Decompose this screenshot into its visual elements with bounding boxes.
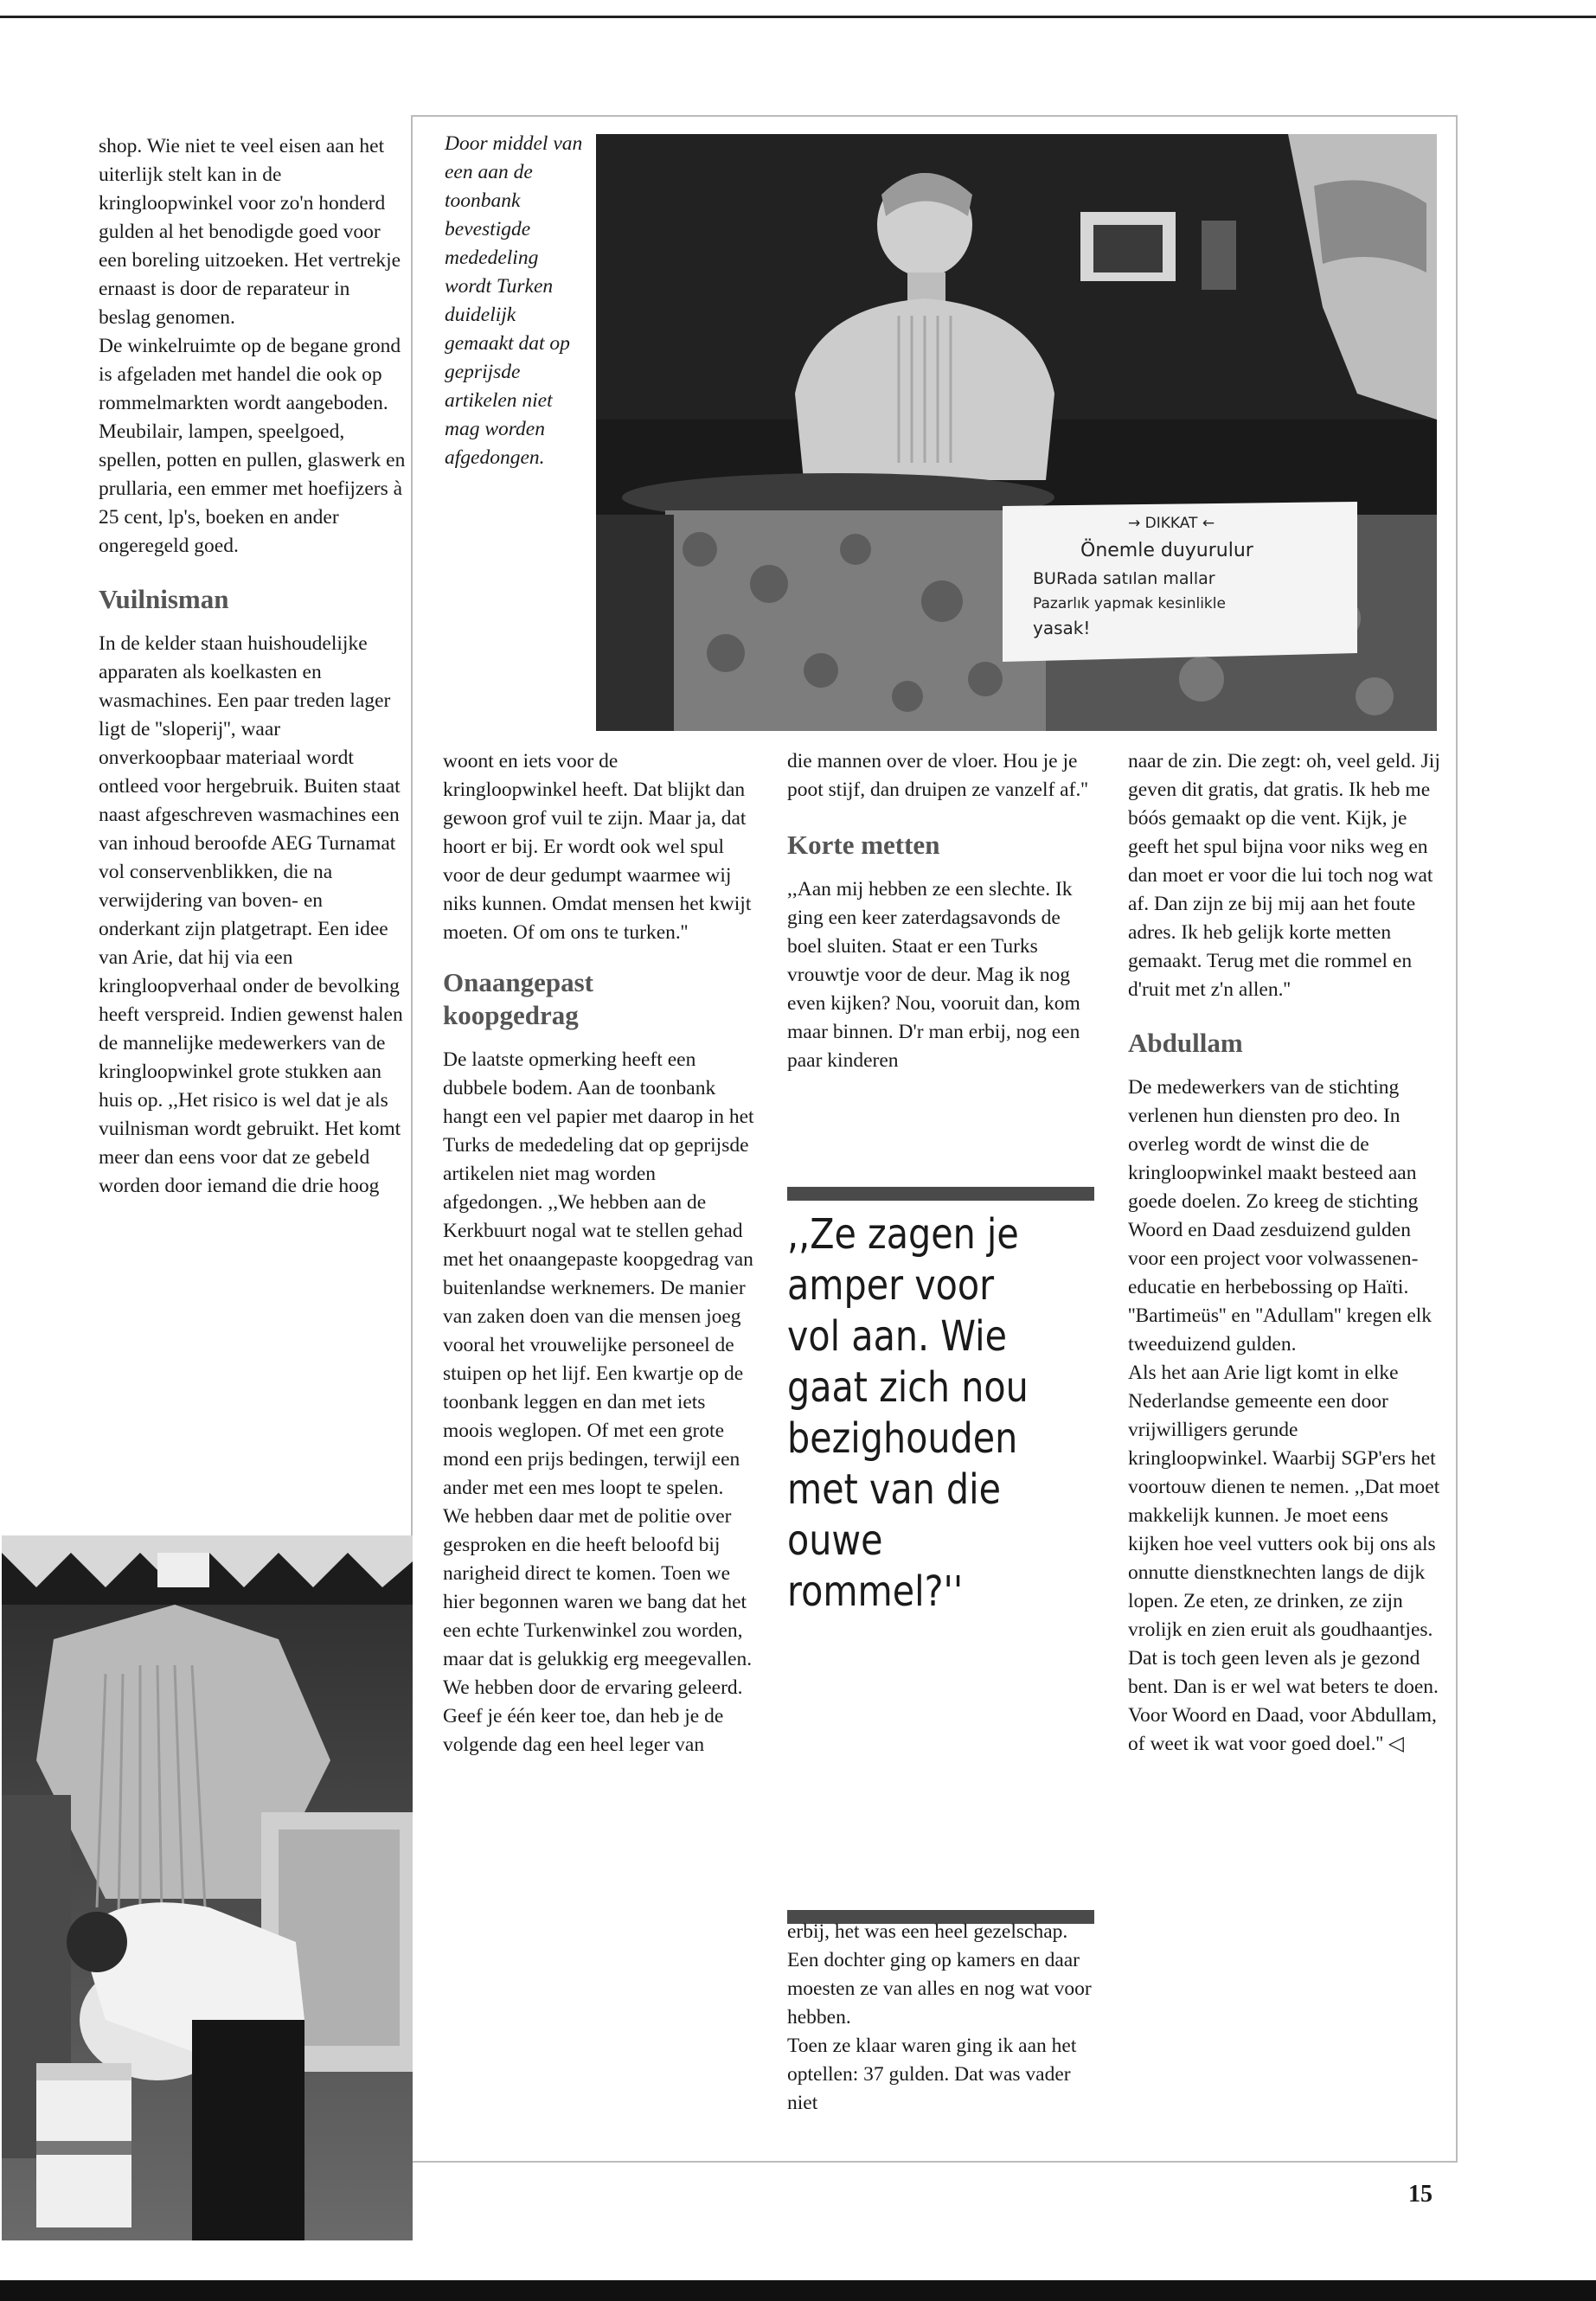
paragraph: die mannen over de vloer. Hou je je poot stijf, dan druipen ze vanzelf af.'' (787, 750, 1088, 801)
paragraph: In de kelder staan huishoudelijke apparaten als koelkasten en wasmachines. Een paar treden lager ligt de ''sloperij'', waar onverkoopbaar materiaal wordt ontleed voor hergebruik. Buiten staat naast afgeschreven wasmachines een van inhoud beroofde AEG Turnamat vol conservenblikken, die na verwijdering van boven- en onderkant zijn platgetrapt. Een idee van Arie, dat hij via een kringloopverhaal onder de bevolking heeft verspreid. Indien gewenst halen de mannelijke medewerkers van de kringloopwinkel grote stukken aan huis op. ,,Het risico is wel dat je als vuilnisman wordt gebruikt. Het komt meer dan eens voor dat ze gebeld worden door iemand die drie hoog (99, 632, 403, 1197)
sign-line: BURada satılan mallar (1033, 569, 1215, 588)
photo-woman-toonbank (596, 134, 1437, 731)
paragraph: woont en iets voor de kringloopwinkel heeft. Dat blijkt dan gewoon grof vuil te zijn. Maar ja, dat hoort er bij. Er wordt ook wel spul voor de deur gedumpt waarmee wij niks kunnen. Omdat mensen het kwijt moeten. Of om ons te turken.'' (443, 750, 752, 944)
sign-line: Pazarlık yapmak kesinlikle (1033, 595, 1226, 612)
column-1 (99, 132, 406, 1201)
paragraph: shop. Wie niet te veel eisen aan het uiterlijk stelt kan in de kringloopwinkel voor zo'n honderd gulden al het benodigde goed voor een boreling uitzoeken. Het vertrekje ernaast is door de reparateur in beslag genomen. (99, 135, 401, 329)
top-rule (0, 16, 1596, 18)
photo-caption: Door middel van een aan de toonbank bevestigde mededeling wordt Turken duidelijk gemaakt dat op geprijsde artikelen niet mag worden afgedongen. (445, 132, 583, 469)
photo-man-wasmachine (2, 1535, 413, 2240)
heading-vuilnisman: Vuilnisman (99, 584, 229, 614)
pullquote-bar-top (787, 1187, 1094, 1201)
heading-abdullam: Abdullam (1128, 1028, 1243, 1058)
heading-korte-metten: Korte metten (787, 830, 940, 860)
paragraph: Toen ze klaar waren ging ik aan het optellen: 37 gulden. Dat was vader niet (787, 2035, 1077, 2114)
column-2 (443, 747, 754, 1759)
pull-quote: ,,Ze zagen je amper voor vol aan. Wie gaat zich nou bezighouden met van die ouwe rommel?'' (787, 1210, 1029, 1616)
sign-line: → DIKKAT ← (1128, 515, 1215, 532)
bottom-bar (0, 2280, 1596, 2301)
sign-line: Önemle duyurulur (1080, 540, 1253, 561)
column-3-bottom (787, 1918, 1095, 2118)
column-3 (787, 747, 1095, 1075)
column-4 (1128, 747, 1441, 1759)
page-number: 15 (1408, 2181, 1433, 2208)
end-mark: ◁ (1388, 1733, 1404, 1755)
paragraph-text: Als het aan Arie ligt komt in elke Nederlandse gemeente een door vrijwilligers gerunde kringloopwinkel. Waarbij SGP'ers het voortouw dienen te nemen. ,,Dat moet makkelijk kunnen. Je moet eens kijken hoe veel vutters ook bij ons als onnutte dienstknechten langs de dijk lopen. Ze eten, ze drinken, ze zijn vrolijk en zien eruit als goudhaantjes. Dat is toch geen leven als je gezond bent. Dan is er wel wat beters te doen. Voor Woord en Daad, voor Abdullam, of weet ik wat voor goed doel.'' (1128, 1362, 1440, 1755)
sign-line: yasak! (1033, 618, 1091, 638)
paragraph: De medewerkers van de stichting verlenen hun diensten pro deo. In overleg wordt de winst die de kringloopwinkel maakt besteed aan goede doelen. Zo kreeg de stichting Woord en Daad zesduizend gulden voor een project voor volwassenen-educatie en herbebossing op Haïti. ''Bartimeüs'' en ''Adullam'' kregen elk tweeduizend gulden. (1128, 1076, 1433, 1356)
paragraph (1128, 1359, 1441, 1759)
paragraph: De winkelruimte op de begane grond is afgeladen met handel die ook op rommelmarkten wordt aangeboden. Meubilair, lampen, speelgoed, spellen, potten en pullen, glaswerk en prullaria, een emmer met hoefijzers à 25 cent, lp's, boeken en ander ongeregeld goed. (99, 335, 406, 557)
paragraph: naar de zin. Die zegt: oh, veel geld. Jij geven dit gratis, dat gratis. Ik heb me bóós gemaakt op die vent. Kijk, je geeft het spul bijna voor niks weg en dan moet er voor die lui toch nog wat af. Dan zijn ze bij mij aan het foute adres. Ik heb gelijk korte metten gemaakt. Terug met die rommel en d'ruit met z'n allen.'' (1128, 750, 1440, 1001)
paragraph: De laatste opmerking heeft een dubbele bodem. Aan de toonbank hangt een vel papier met daarop in het Turks de mededeling dat op geprijsde artikelen niet mag worden afgedongen. ,,We hebben aan de Kerkbuurt nogal wat te stellen gehad met het onaangepaste koopgedrag van buitenlandse werknemers. De manier van zaken doen van die mensen joeg vooral het vrouwelijke personeel de stuipen op het lijf. Een kwartje op de toonbank leggen en dan met iets moois weglopen. Of met een grote mond een prijs bedingen, terwijl een ander met een mes loopt te spelen. We hebben daar met de politie over gesproken en die heeft beloofd bij narigheid direct te komen. Toen we hier begonnen waren we bang dat het een echte Turkenwinkel zou worden, maar dat is gelukkig erg meegevallen. We hebben door de ervaring geleerd. Geef je één keer toe, dan heb je de volgende dag een heel leger van (443, 1048, 754, 1756)
paragraph: erbij, het was een heel gezelschap. Een dochter ging op kamers en daar moesten ze van alles en nog wat voor hebben. (787, 1920, 1092, 2029)
paragraph: ,,Aan mij hebben ze een slechte. Ik ging een keer zaterdagsavonds de boel sluiten. Staat er een Turks vrouwtje voor de deur. Mag ik nog even kijken? Nou, vooruit dan, kom maar binnen. D'r man erbij, nog een paar kinderen (787, 878, 1080, 1072)
heading-onaangepast-koopgedrag: Onaangepast koopgedrag (443, 967, 593, 1030)
